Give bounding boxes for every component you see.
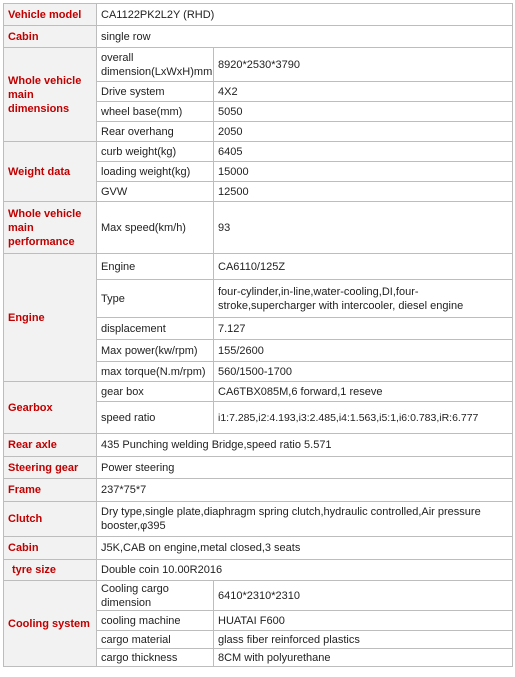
row-dim-overall	[4, 48, 513, 82]
dim-name: overall dimension(LxWxH)mm	[97, 48, 214, 82]
label-performance: Whole vehicle main performance	[4, 202, 97, 254]
cooling-value: 6410*2310*2310	[214, 581, 513, 611]
row-rear-axle	[4, 434, 513, 457]
dim-name: Drive system	[97, 82, 214, 102]
gearbox-name: gear box	[97, 382, 214, 402]
row-weight-curb	[4, 142, 513, 162]
gearbox-value: CA6TBX085M,6 forward,1 reseve	[214, 382, 513, 402]
row-vehicle-model	[4, 4, 513, 26]
row-steering	[4, 457, 513, 479]
row-cabin-detail	[4, 537, 513, 560]
gearbox-name: speed ratio	[97, 402, 214, 434]
gearbox-value: i1:7.285,i2:4.193,i3:2.485,i4:1.563,i5:1,i6:0.783,iR:6.777	[214, 402, 513, 434]
row-clutch	[4, 502, 513, 537]
weight-name: curb weight(kg)	[97, 142, 214, 162]
performance-name: Max speed(km/h)	[97, 202, 214, 254]
value-cabin-detail: J5K,CAB on engine,metal closed,3 seats	[97, 537, 513, 560]
value-tyre: Double coin 10.00R2016	[97, 560, 513, 581]
engine-name: max torque(N.m/rpm)	[97, 362, 214, 382]
dim-value: 2050	[214, 122, 513, 142]
label-cooling: Cooling system	[4, 581, 97, 667]
dim-value: 4X2	[214, 82, 513, 102]
value-vehicle-model: CA1122PK2L2Y (RHD)	[97, 4, 513, 26]
row-engine-model	[4, 254, 513, 280]
cooling-name: cooling machine	[97, 611, 214, 631]
engine-value: four-cylinder,in-line,water-cooling,DI,four-stroke,supercharger with intercooler, diesel engine	[214, 280, 513, 318]
dim-value: 5050	[214, 102, 513, 122]
label-dimensions: Whole vehicle main dimensions	[4, 48, 97, 142]
value-cabin: single row	[97, 26, 513, 48]
row-cabin	[4, 26, 513, 48]
value-clutch: Dry type,single plate,diaphragm spring clutch,hydraulic controlled,Air pressure booster,φ395	[97, 502, 513, 537]
value-frame: 237*75*7	[97, 479, 513, 502]
row-cooling-dimension	[4, 581, 513, 611]
spec-sheet	[3, 3, 513, 667]
value-steering: Power steering	[97, 457, 513, 479]
engine-value: 7.127	[214, 318, 513, 340]
label-cabin: Cabin	[4, 26, 97, 48]
cooling-name: cargo thickness	[97, 649, 214, 667]
performance-value: 93	[214, 202, 513, 254]
label-weight: Weight data	[4, 142, 97, 202]
weight-value: 15000	[214, 162, 513, 182]
label-engine: Engine	[4, 254, 97, 382]
engine-name: Type	[97, 280, 214, 318]
cooling-name: Cooling cargo dimension	[97, 581, 214, 611]
dim-name: Rear overhang	[97, 122, 214, 142]
label-clutch: Clutch	[4, 502, 97, 537]
engine-value: CA6110/125Z	[214, 254, 513, 280]
weight-value: 6405	[214, 142, 513, 162]
weight-value: 12500	[214, 182, 513, 202]
label-tyre: tyre size	[4, 560, 97, 581]
row-frame	[4, 479, 513, 502]
label-rear-axle: Rear axle	[4, 434, 97, 457]
label-vehicle-model: Vehicle model	[4, 4, 97, 26]
engine-name: displacement	[97, 318, 214, 340]
cooling-value: HUATAI F600	[214, 611, 513, 631]
weight-name: GVW	[97, 182, 214, 202]
engine-name: Engine	[97, 254, 214, 280]
engine-value: 155/2600	[214, 340, 513, 362]
weight-name: loading weight(kg)	[97, 162, 214, 182]
label-steering: Steering gear	[4, 457, 97, 479]
engine-value: 560/1500-1700	[214, 362, 513, 382]
dim-value: 8920*2530*3790	[214, 48, 513, 82]
row-tyre	[4, 560, 513, 581]
label-cabin-detail: Cabin	[4, 537, 97, 560]
cooling-value: 8CM with polyurethane	[214, 649, 513, 667]
dim-name: wheel base(mm)	[97, 102, 214, 122]
row-performance-speed	[4, 202, 513, 254]
value-rear-axle: 435 Punching welding Bridge,speed ratio 5.571	[97, 434, 513, 457]
label-gearbox: Gearbox	[4, 382, 97, 434]
label-frame: Frame	[4, 479, 97, 502]
row-gearbox-model	[4, 382, 513, 402]
engine-name: Max power(kw/rpm)	[97, 340, 214, 362]
vehicle-spec-table	[3, 3, 513, 667]
cooling-name: cargo material	[97, 631, 214, 649]
cooling-value: glass fiber reinforced plastics	[214, 631, 513, 649]
